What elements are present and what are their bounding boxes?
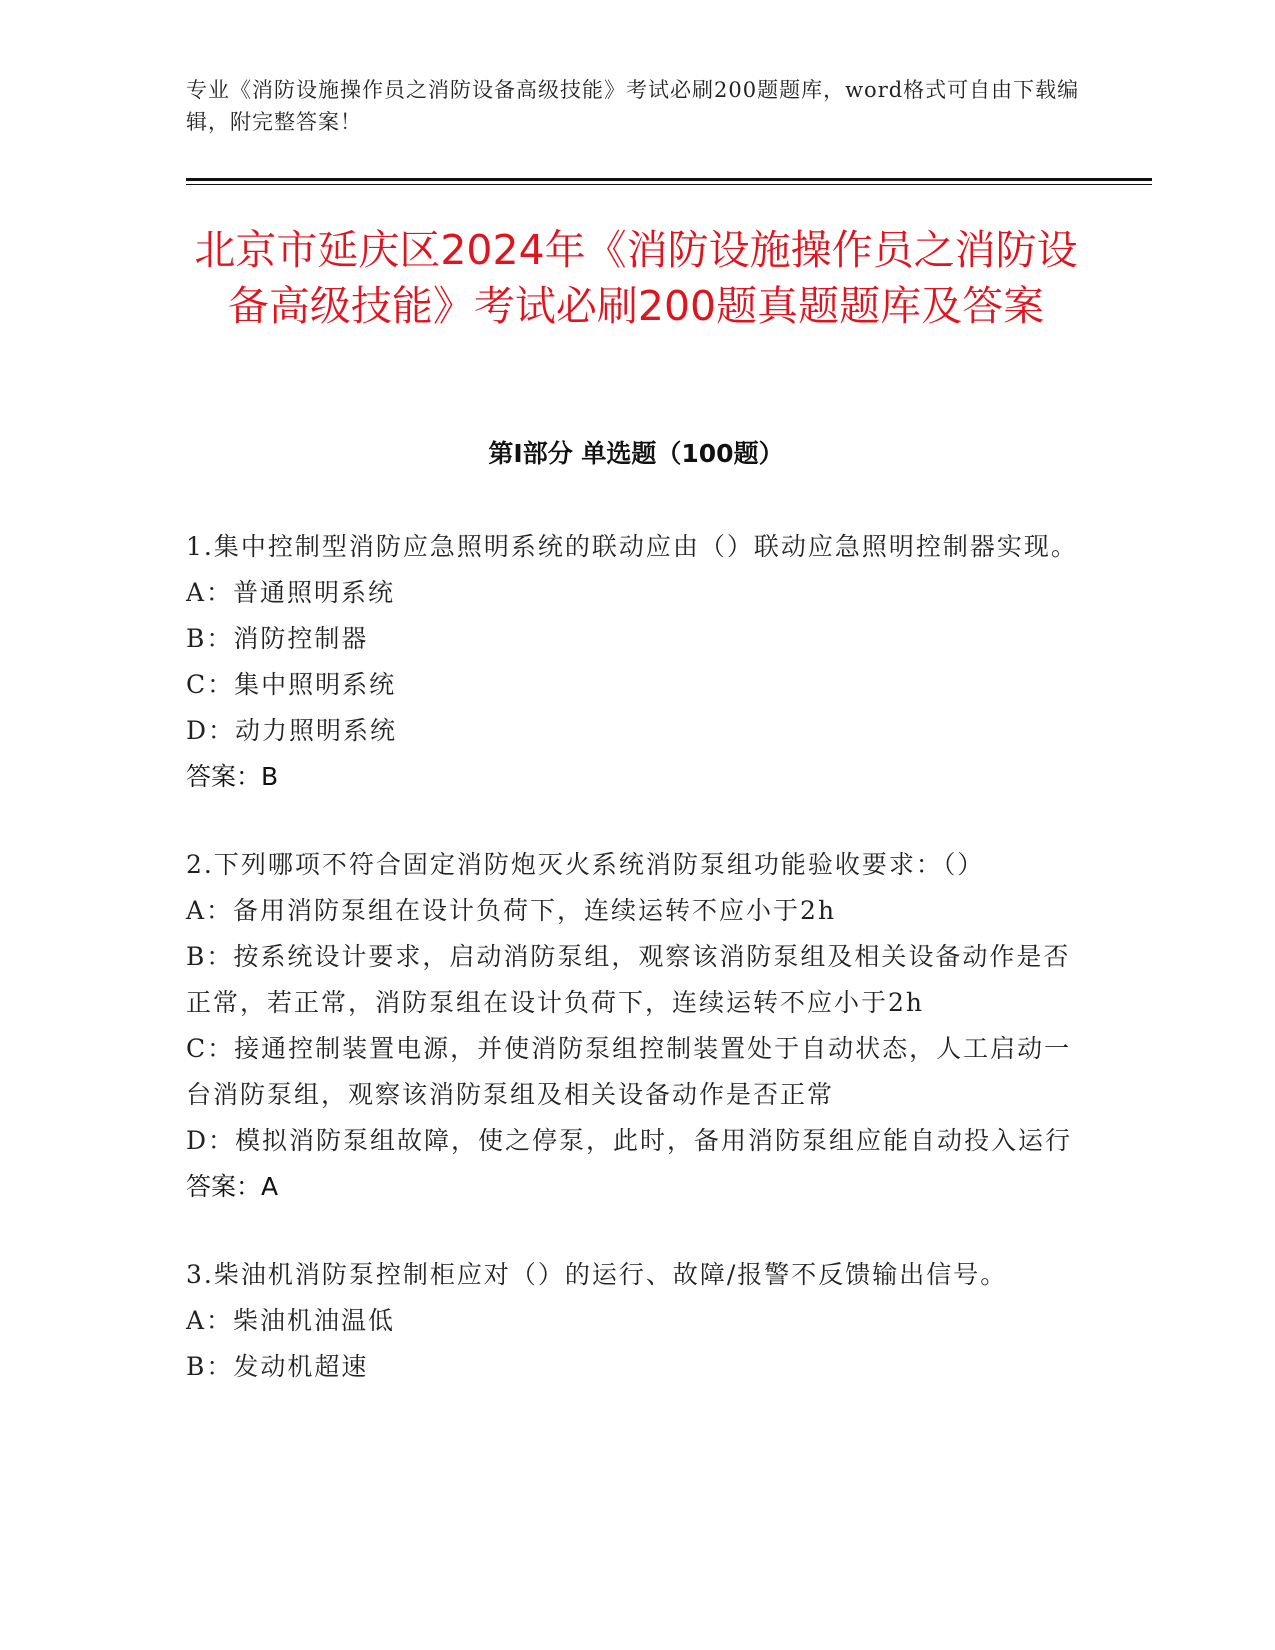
option-a: A：普通照明系统 (186, 578, 396, 607)
option-a: A：备用消防泵组在设计负荷下，连续运转不应小于2h (186, 896, 837, 925)
section-heading: 第I部分 单选题（100题） (488, 439, 784, 468)
option-b: B：发动机超速 (186, 1352, 369, 1381)
question-list (186, 524, 1086, 1432)
question-3 (186, 1252, 1086, 1390)
option-a: A：柴油机油温低 (186, 1306, 396, 1335)
question-stem: 2.下列哪项不符合固定消防炮灭火系统消防泵组功能验收要求：（） (186, 850, 985, 879)
option-b: B：按系统设计要求，启动消防泵组，观察该消防泵组及相关设备动作是否正常，若正常，消防泵组在设计负荷下，连续运转不应小于2h (186, 942, 1071, 1017)
header-divider-thin (186, 184, 1152, 185)
document-title: 北京市延庆区2024年《消防设施操作员之消防设备高级技能》考试必刷200题真题题库及答案 (194, 226, 1078, 330)
question-stem: 1.集中控制型消防应急照明系统的联动应由（）联动应急照明控制器实现。 (186, 532, 1078, 561)
answer: 答案：B (186, 762, 279, 791)
header-divider (186, 178, 1152, 181)
question-1 (186, 524, 1086, 800)
option-d: D：动力照明系统 (186, 716, 398, 745)
answer: 答案：A (186, 1172, 279, 1201)
header-note: 专业《消防设施操作员之消防设备高级技能》考试必刷200题题库，word格式可自由下载编辑，附完整答案！ (186, 78, 1080, 134)
question-2 (186, 842, 1086, 1210)
option-c: C：接通控制装置电源，并使消防泵组控制装置处于自动状态，人工启动一台消防泵组，观察该消防泵组及相关设备动作是否正常 (186, 1034, 1072, 1109)
option-d: D：模拟消防泵组故障，使之停泵，此时，备用消防泵组应能自动投入运行 (186, 1126, 1073, 1155)
question-stem: 3.柴油机消防泵控制柜应对（）的运行、故障/报警不反馈输出信号。 (186, 1260, 1008, 1289)
option-b: B：消防控制器 (186, 624, 369, 653)
option-c: C：集中照明系统 (186, 670, 397, 699)
